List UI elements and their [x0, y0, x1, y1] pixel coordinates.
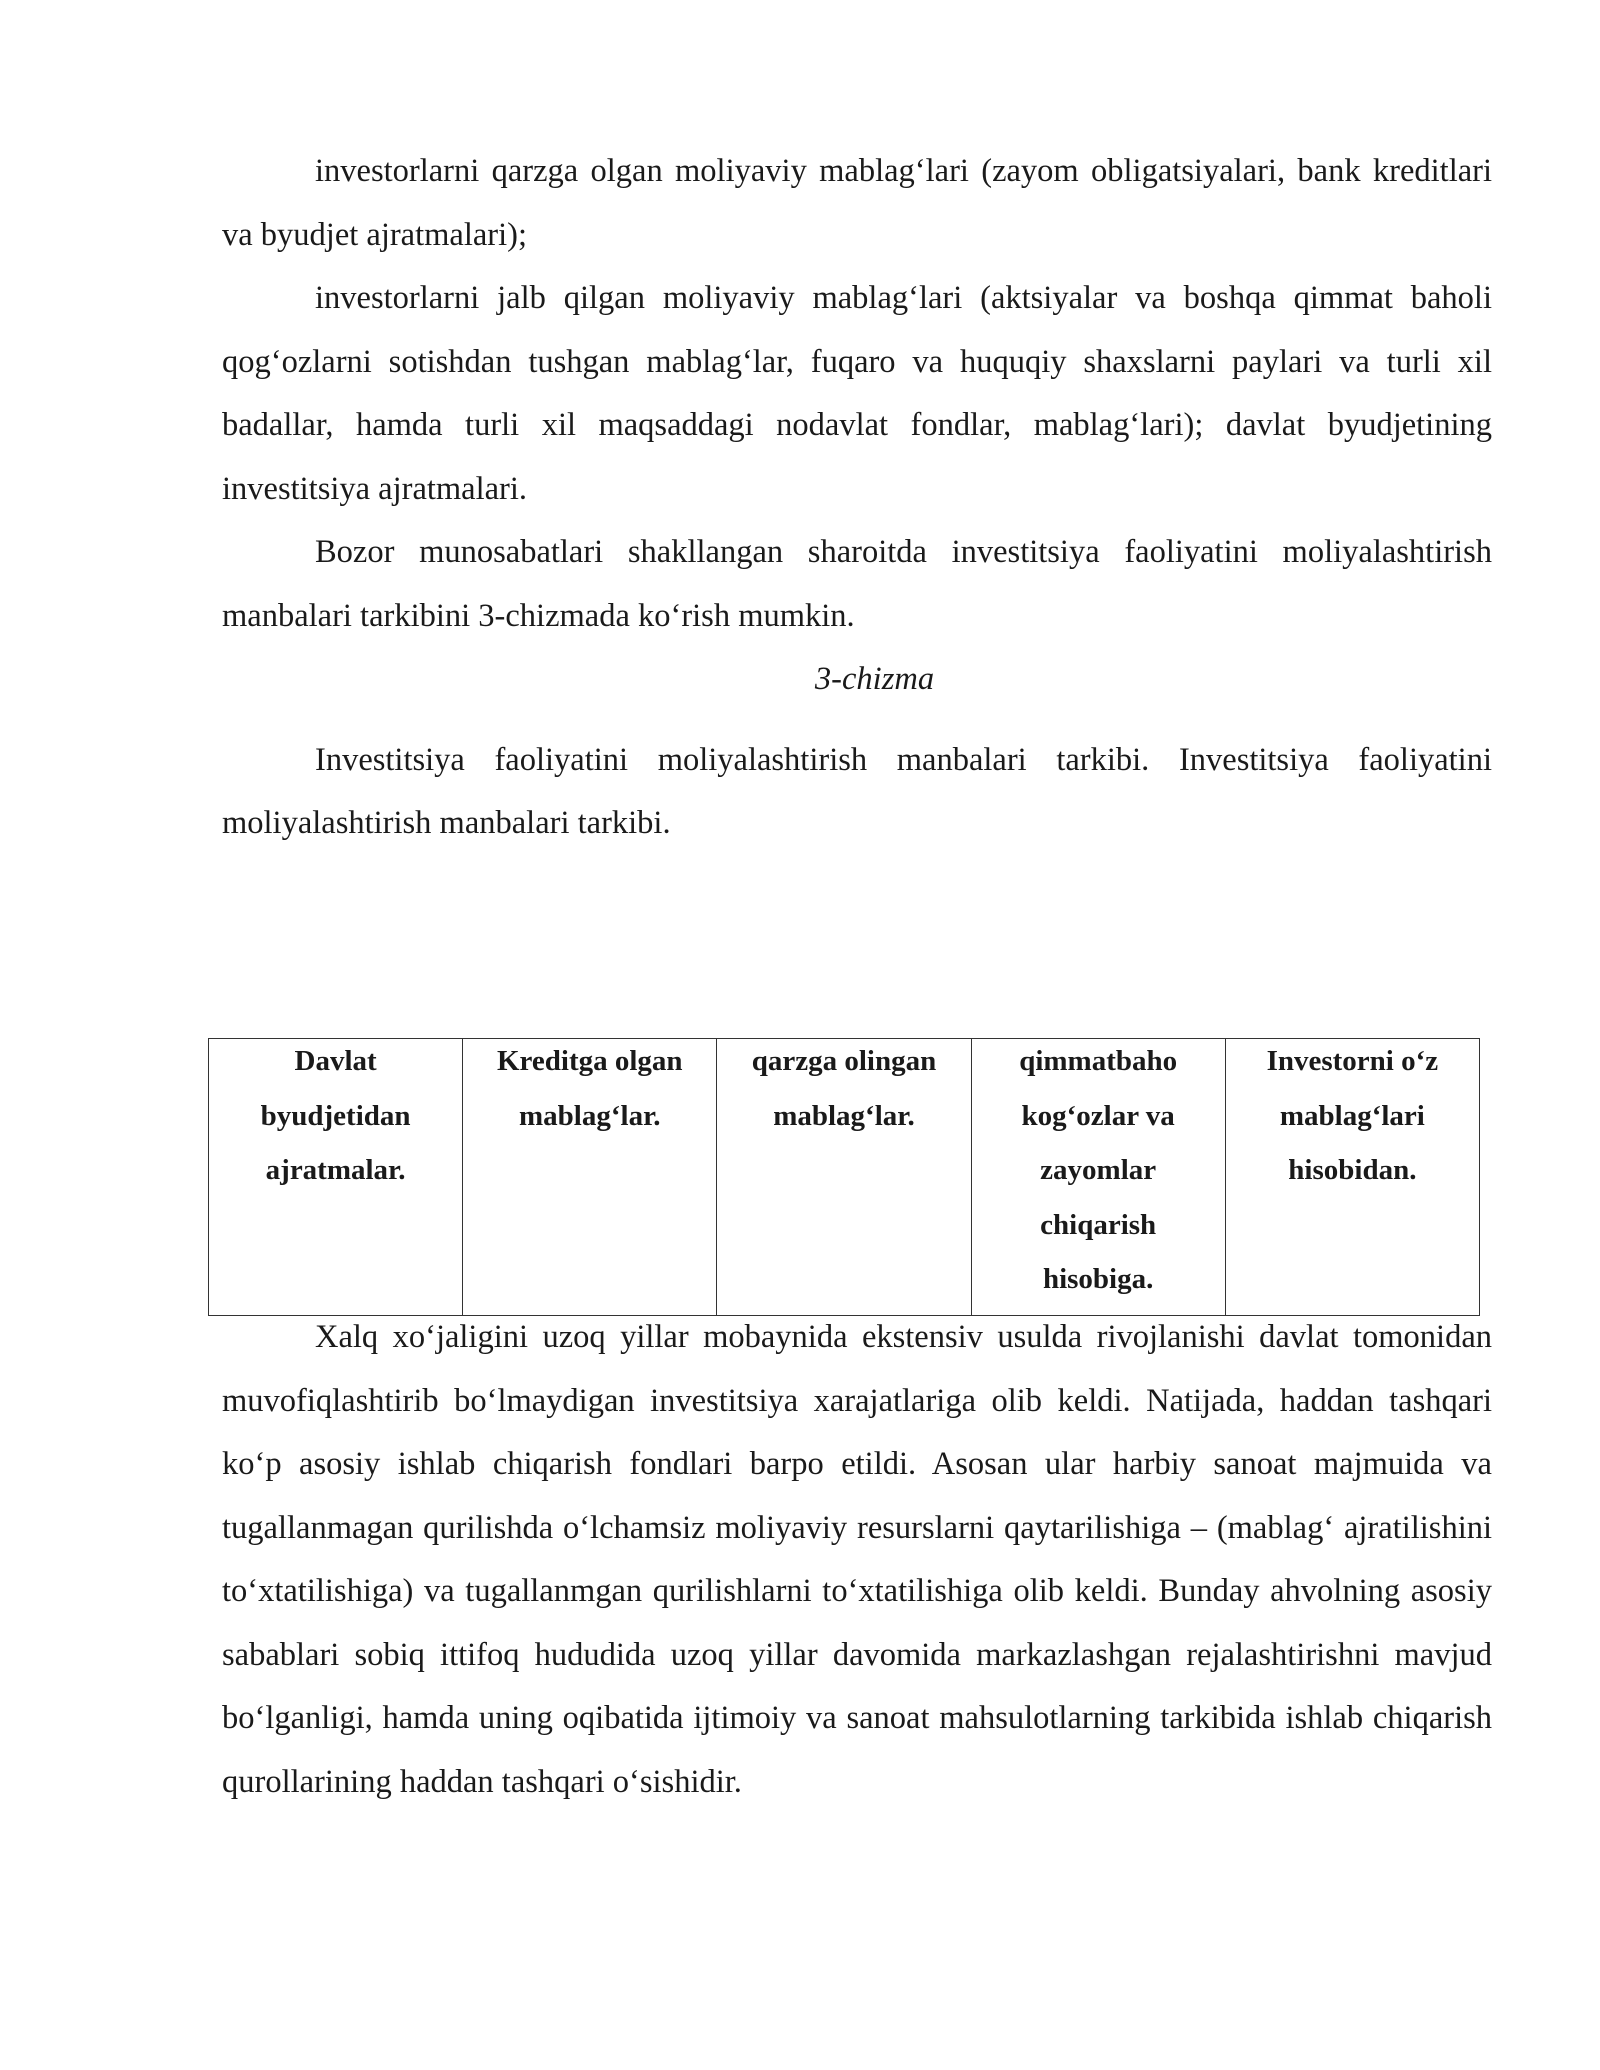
financing-sources-row — [209, 1039, 1480, 1316]
figure-caption: 3-chizma — [814, 661, 935, 697]
source-box-label: Davlat byudjetidan ajratmalar. — [260, 1045, 411, 1186]
paragraph-attracted-funds: investorlarni jalb qilgan moliyaviy mablag‘lari (aktsiyalar va boshqa qimmat baholi qog‘ozlarni sotishdan tushgan mablag‘lar, fuqaro va huquqiy shaxslarni paylari va turli xil badallar, hamda turli xil maqsaddagi nodavlat fondlar, mablag‘lari); davlat byudjetining investitsiya ajratmalari. — [222, 280, 1492, 507]
document-body-top — [222, 140, 1492, 856]
source-box-loans — [717, 1039, 971, 1316]
paragraph-borrowed-funds: investorlarni qarzga olgan moliyaviy mablag‘lari (zayom obligatsiyalari, bank kreditlari va byudjet ajratmalari); — [222, 153, 1492, 253]
source-box-label: qimmatbaho kog‘ozlar va zayomlar chiqarish hisobiga. — [1019, 1045, 1178, 1295]
source-box-state-budget — [209, 1039, 463, 1316]
paragraph-economy-development: Xalq xo‘jaligini uzoq yillar mobaynida ekstensiv usulda rivojlanishi davlat tomonidan muvofiqlashtirib bo‘lmaydigan investitsiya xarajatlariga olib keldi. Natijada, haddan tashqari ko‘p asosiy ishlab chiqarish fondlari barpo etildi. Asosan ular harbiy sanoat majmuida va tugallanmagan qurilishda o‘lchamsiz moliyaviy resurslarni qaytarilishiga – (mablag‘ ajratilishini to‘xtatilishiga) va tugallanmgan qurilishlarni to‘xtatilishiga olib keldi. Bunday ahvolning asosiy sabablari sobiq ittifoq hududida uzoq yillar davomida markazlashgan rejalashtirishni mavjud bo‘lganligi, hamda uning oqibatida ijtimoiy va sanoat mahsulotlarning tarkibida ishlab chiqarish qurollarining haddan tashqari o‘sishidir. — [222, 1319, 1492, 1800]
source-box-label: Kreditga olgan mablag‘lar. — [497, 1045, 683, 1132]
document-body-bottom — [222, 1306, 1492, 1814]
source-box-securities — [971, 1039, 1225, 1316]
figure-title: Investitsiya faoliyatini moliyalashtirish manbalari tarkibi. Investitsiya faoliyatini moliyalashtirish manbalari tarkibi. — [222, 741, 1492, 841]
source-box-own-funds — [1225, 1039, 1479, 1316]
source-box-credit — [463, 1039, 717, 1316]
financing-sources-table — [208, 1038, 1480, 1316]
source-box-label: Investorni o‘z mablag‘lari hisobidan. — [1266, 1045, 1439, 1186]
source-box-label: qarzga olingan mablag‘lar. — [751, 1045, 937, 1132]
paragraph-market-relations: Bozor munosabatlari shakllangan sharoitda investitsiya faoliyatini moliyalashtirish manbalari tarkibini 3-chizmada ko‘rish mumkin. — [222, 534, 1492, 634]
